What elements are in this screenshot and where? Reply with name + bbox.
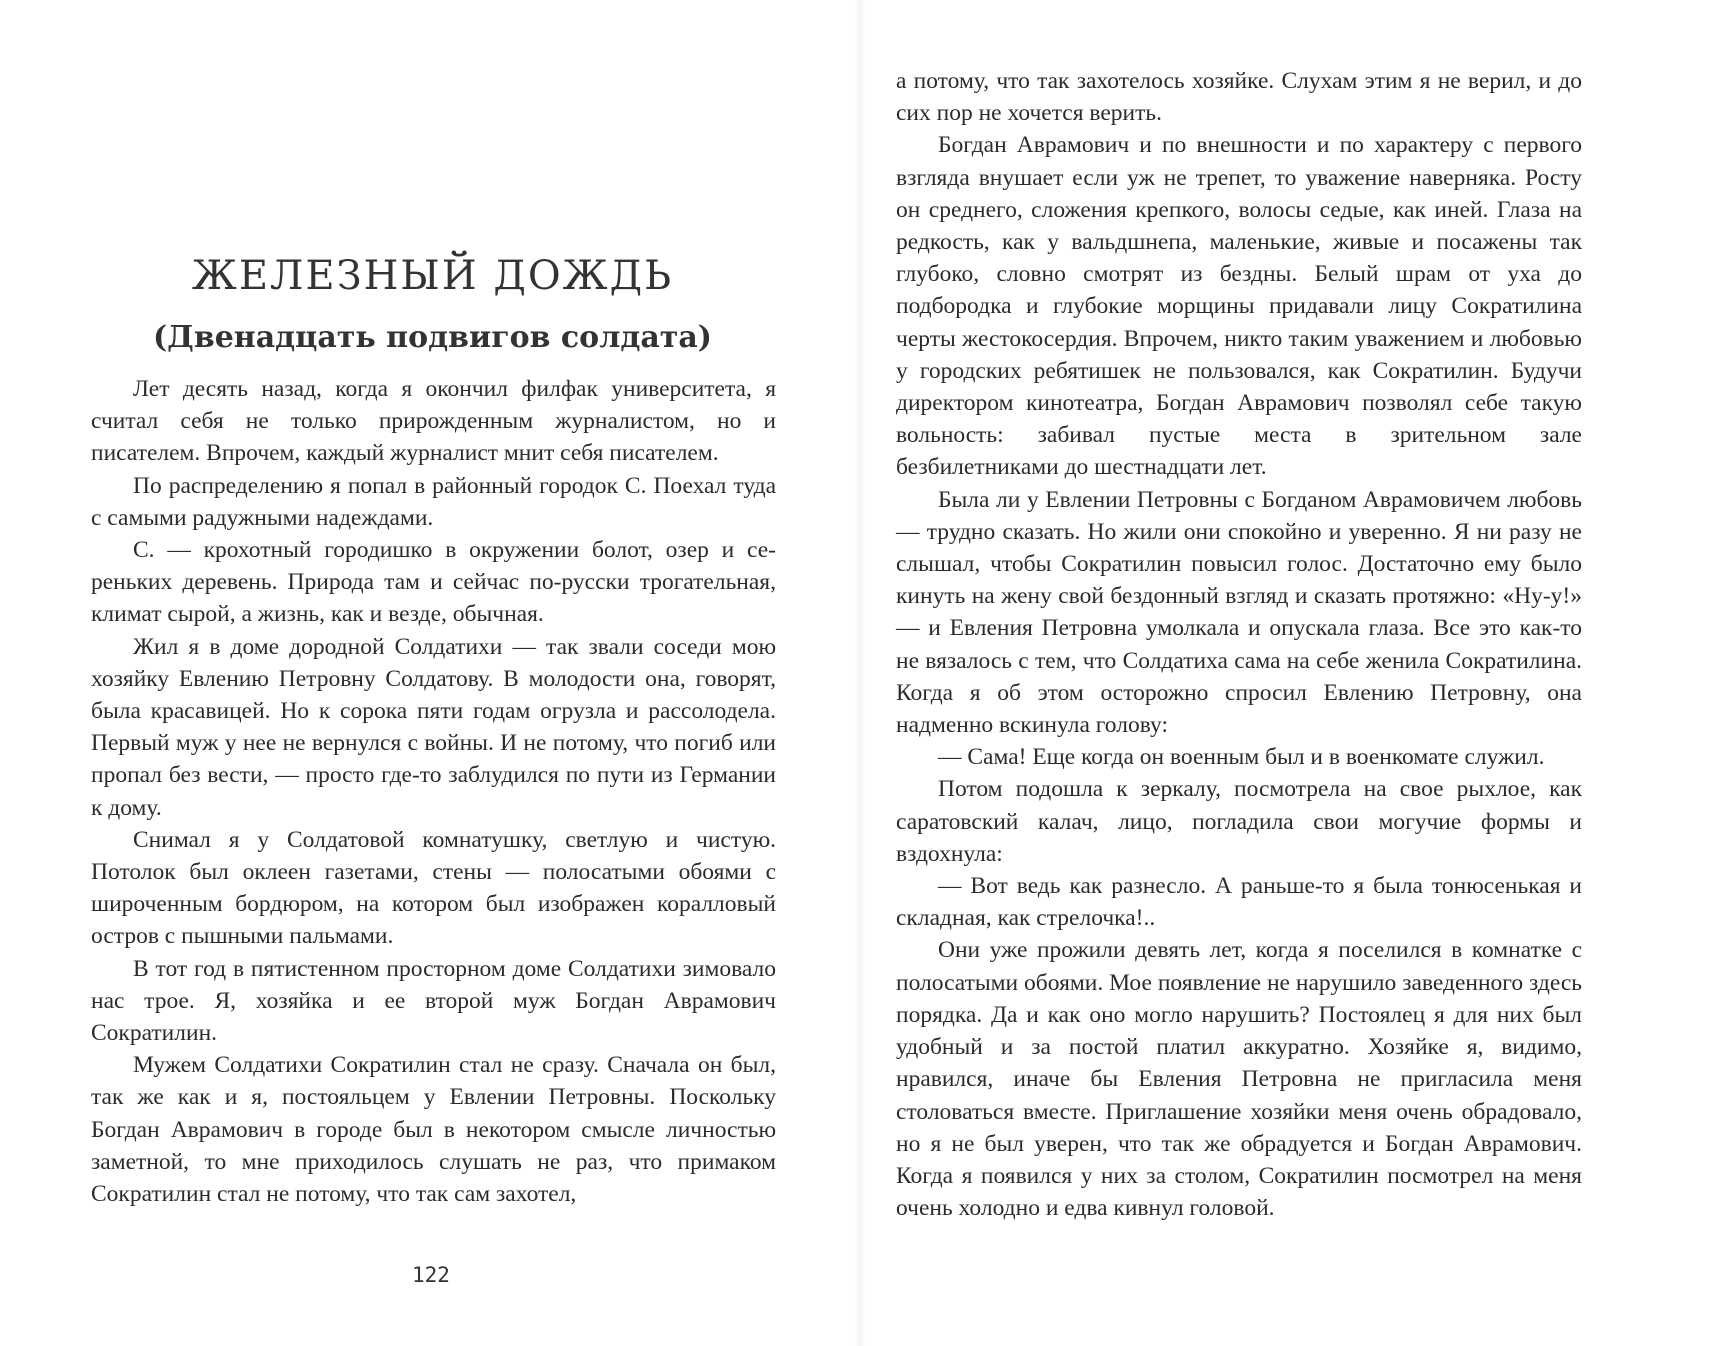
paragraph: Мужем Солдатихи Сократилин стал не сразу. Сначала он был, так же как и я, постояльцем у Евлении Петровны. Поскольку Богдан Аврамович в городе был в некотором смысле личностью заметной, то мне приходилось слушать не раз, что примаком Сократилин стал не потому, что так сам захотел, — [91, 1052, 776, 1208]
paragraph: — Вот ведь как разнесло. А раньше-то я была тонюсенькая и складная, как стрелочка!.. — [896, 873, 1582, 932]
chapter-title: ЖЕЛЕЗНЫЙ ДОЖДЬ — [191, 253, 674, 299]
paragraph: В тот год в пятистенном просторном доме Солдатихи зимовало нас трое. Я, хозяйка и ее второй муж Богдан Аврамович Сократилин. — [91, 955, 776, 1047]
paragraph: Лет десять назад, когда я окончил филфак университета, я считал себя не только прирожденным журналистом, но и писателем. Впрочем, каждый журналист мнит себя писателем. — [91, 376, 776, 467]
paragraph: Потом подошла к зеркалу, посмотрела на свое рыхлое, как саратовский калач, лицо, погладила свои могучие формы и вздохнула: — [896, 776, 1582, 867]
paragraph: Снимал я у Солдатовой комнатушку, светлую и чистую. Потолок был оклеен газетами, стены — полосатыми обоями с широченным бордюром, на котором был изображен коралловый остров с пышными пальмами. — [91, 826, 776, 950]
right-page-body — [896, 65, 1582, 1224]
page-number: 122 — [412, 1263, 450, 1287]
chapter-subtitle: (Двенадцать подвигов солдата) — [152, 320, 712, 355]
left-page-body — [91, 373, 776, 1210]
paragraph: Жил я в доме дородной Солдатихи — так звали соседи мою хозяйку Евлению Петровну Солдатову. В молодости она, говорят, была красавицей. Но к сорока пяти годам огрузла и рассолодела. Первый муж у нее не вернулся с войны. И не потому, что погиб или пропал без вести, — просто где-то заблудился по пути из Германии к дому. — [91, 633, 776, 821]
left-page — [0, 0, 860, 1346]
paragraph: Была ли у Евлении Петровны с Богданом Аврамовичем любовь — трудно сказать. Но жили они спокойно и уверенно. Я ни разу не слышал, чтобы Сократилин повысил голос. Достаточно ему было кинуть на жену свой бездонный взгляд и сказать протяжно: «Ну-у!» — и Евления Петровна умолкала и опускала глаза. Все это как-то не вязалось с тем, что Солдатиха сама на себе женила Сократилина. Когда я об этом осторожно спросил Евлению Петровну, она надменно вскинула голову: — [896, 486, 1582, 739]
paragraph: — Сама! Еще когда он военным был и в военкомате служил. — [938, 744, 1545, 771]
chapter-heading — [120, 250, 745, 360]
right-page — [860, 0, 1722, 1346]
paragraph: С. — крохотный городишко в окружении болот, озер и сереньких деревень. Природа там и сейчас по-русски трогательная, климат сырой, а жизнь, как и везде, обычная. — [91, 537, 776, 628]
continued-paragraph: а потому, что так захотелось хозяйке. Слухам этим я не верил, и до сих пор не хочется верить. — [896, 68, 1582, 127]
paragraph: Богдан Аврамович и по внешности и по характеру с первого взгляда внушает если уж не трепет, то уважение наверняка. Росту он среднего, сложения крепкого, волосы седые, как иней. Глаза на редкость, как у вальдшнепа, маленькие, живые и посажены так глубоко, словно смотрят из бездны. Белый шрам от уха до подбородка и глубокие морщины придавали лицу Сократилина черты жестокосердия. Впрочем, никто таким уважением и любовью у городских ребятишек не пользовался, как Сократилин. Будучи директором кинотеатра, Богдан Аврамович позволял себе такую вольность: забивал пустые места в зрительном зале безбилетниками до шестнадцати лет. — [896, 132, 1582, 481]
paragraph: Они уже прожили девять лет, когда я поселился в комнатке с полосатыми обоями. Мое появление не нарушило заведенного здесь порядка. Да и как оно могло нарушить? Постоялец я для них был удобный и за постой платил аккуратно. Хозяйке я, видимо, нравился, иначе бы Евления Петровна не пригласила меня столоваться вместе. Приглашение хозяйки меня очень обрадовало, но я не был уверен, что так же обрадуется и Богдан Аврамович. Когда я появился у них за столом, Сократилин посмотрел на меня очень холодно и едва кивнул головой. — [896, 937, 1582, 1222]
paragraph: По распределению я попал в районный городок С. Поехал туда с самыми радужными надеждами. — [91, 472, 776, 531]
